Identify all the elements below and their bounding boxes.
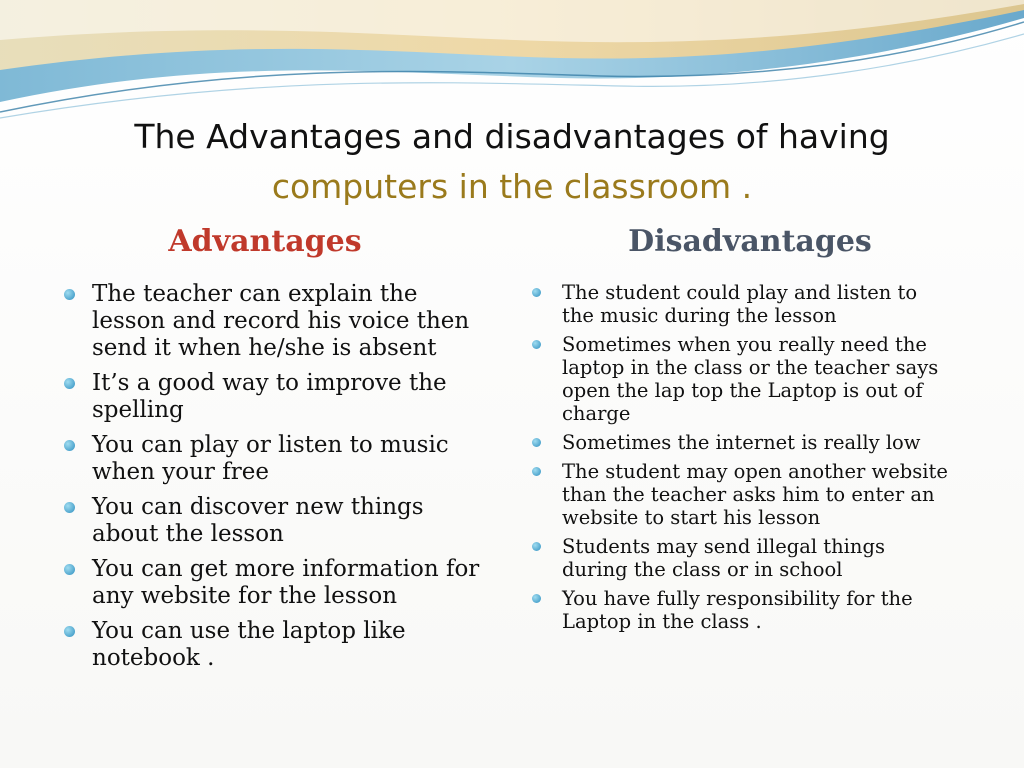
advantages-heading: Advantages [168,224,362,259]
disadvantages-list [530,281,950,639]
title-line-1: The Advantages and disadvantages of having [134,117,890,156]
list-item: You can use the laptop like notebook . [62,618,492,672]
list-item: You have fully responsibility for the Laptop in the class . [530,587,950,633]
advantages-list [62,281,492,680]
title-line-2: computers in the classroom . [271,167,753,206]
slide-title [60,112,964,212]
list-item: Students may send illegal things during the class or in school [530,535,950,581]
list-item: It’s a good way to improve the spelling [62,370,492,424]
list-item: Sometimes the internet is really low [530,431,950,454]
decorative-wave-banner [0,0,1024,130]
disadvantages-heading: Disadvantages [628,224,872,259]
list-item: The student could play and listen to the music during the lesson [530,281,950,327]
list-item: The teacher can explain the lesson and record his voice then send it when he/she is absent [62,281,492,362]
list-item: You can play or listen to music when your free [62,432,492,486]
list-item: The student may open another website than the teacher asks him to enter an website to start his lesson [530,460,950,529]
list-item: Sometimes when you really need the laptop in the class or the teacher says open the lap top the Laptop is out of charge [530,333,950,425]
list-item: You can discover new things about the lesson [62,494,492,548]
list-item: You can get more information for any website for the lesson [62,556,492,610]
